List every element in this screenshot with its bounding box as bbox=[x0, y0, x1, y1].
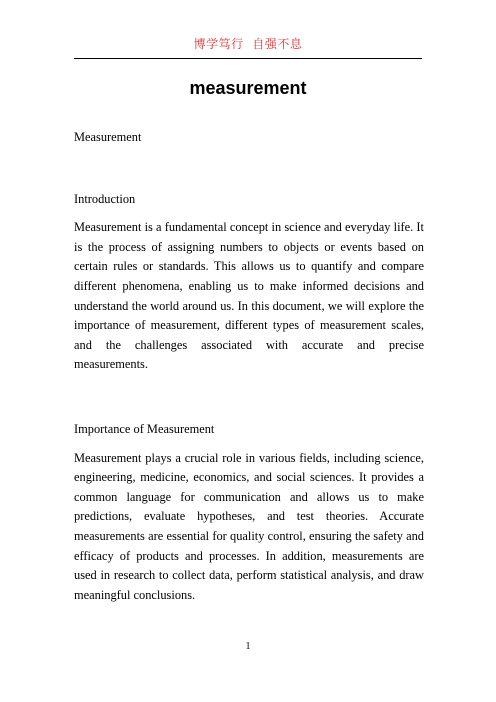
paragraph-importance: Measurement plays a crucial role in various fields, including science, engineering, medicine, economics, and social sciences. It provides a common language for communication and allows us to make predictions, evaluate hypotheses, and test theories. Accurate measurements are essential for quality control, ensuring the safety and efficacy of products and processes. In addition, measurements are used in research to collect data, perform statistical analysis, and draw meaningful conclusions. bbox=[74, 450, 424, 602]
header-divider bbox=[74, 58, 422, 59]
paragraph-introduction: Measurement is a fundamental concept in science and everyday life. It is the process of assigning numbers to objects or events based on certain rules or standards. This allows us to quantify and compare different phenomena, enabling us to make informed decisions and understand the world around us. In this document, we will explore the importance of measurement, different types of measurement scales, and the challenges associated with accurate and precise measurements. bbox=[74, 220, 424, 372]
section-heading-measurement: Measurement bbox=[74, 130, 142, 144]
section-heading-introduction: Introduction bbox=[74, 191, 136, 206]
motto-part-1: 博学笃行 bbox=[193, 37, 244, 51]
document-body bbox=[74, 128, 424, 605]
motto-part-2: 自强不息 bbox=[252, 37, 303, 51]
page-number: 1 bbox=[245, 641, 251, 652]
section-heading-importance: Importance of Measurement bbox=[74, 421, 215, 436]
document-title: measurement bbox=[189, 78, 307, 98]
header-motto bbox=[0, 35, 496, 52]
